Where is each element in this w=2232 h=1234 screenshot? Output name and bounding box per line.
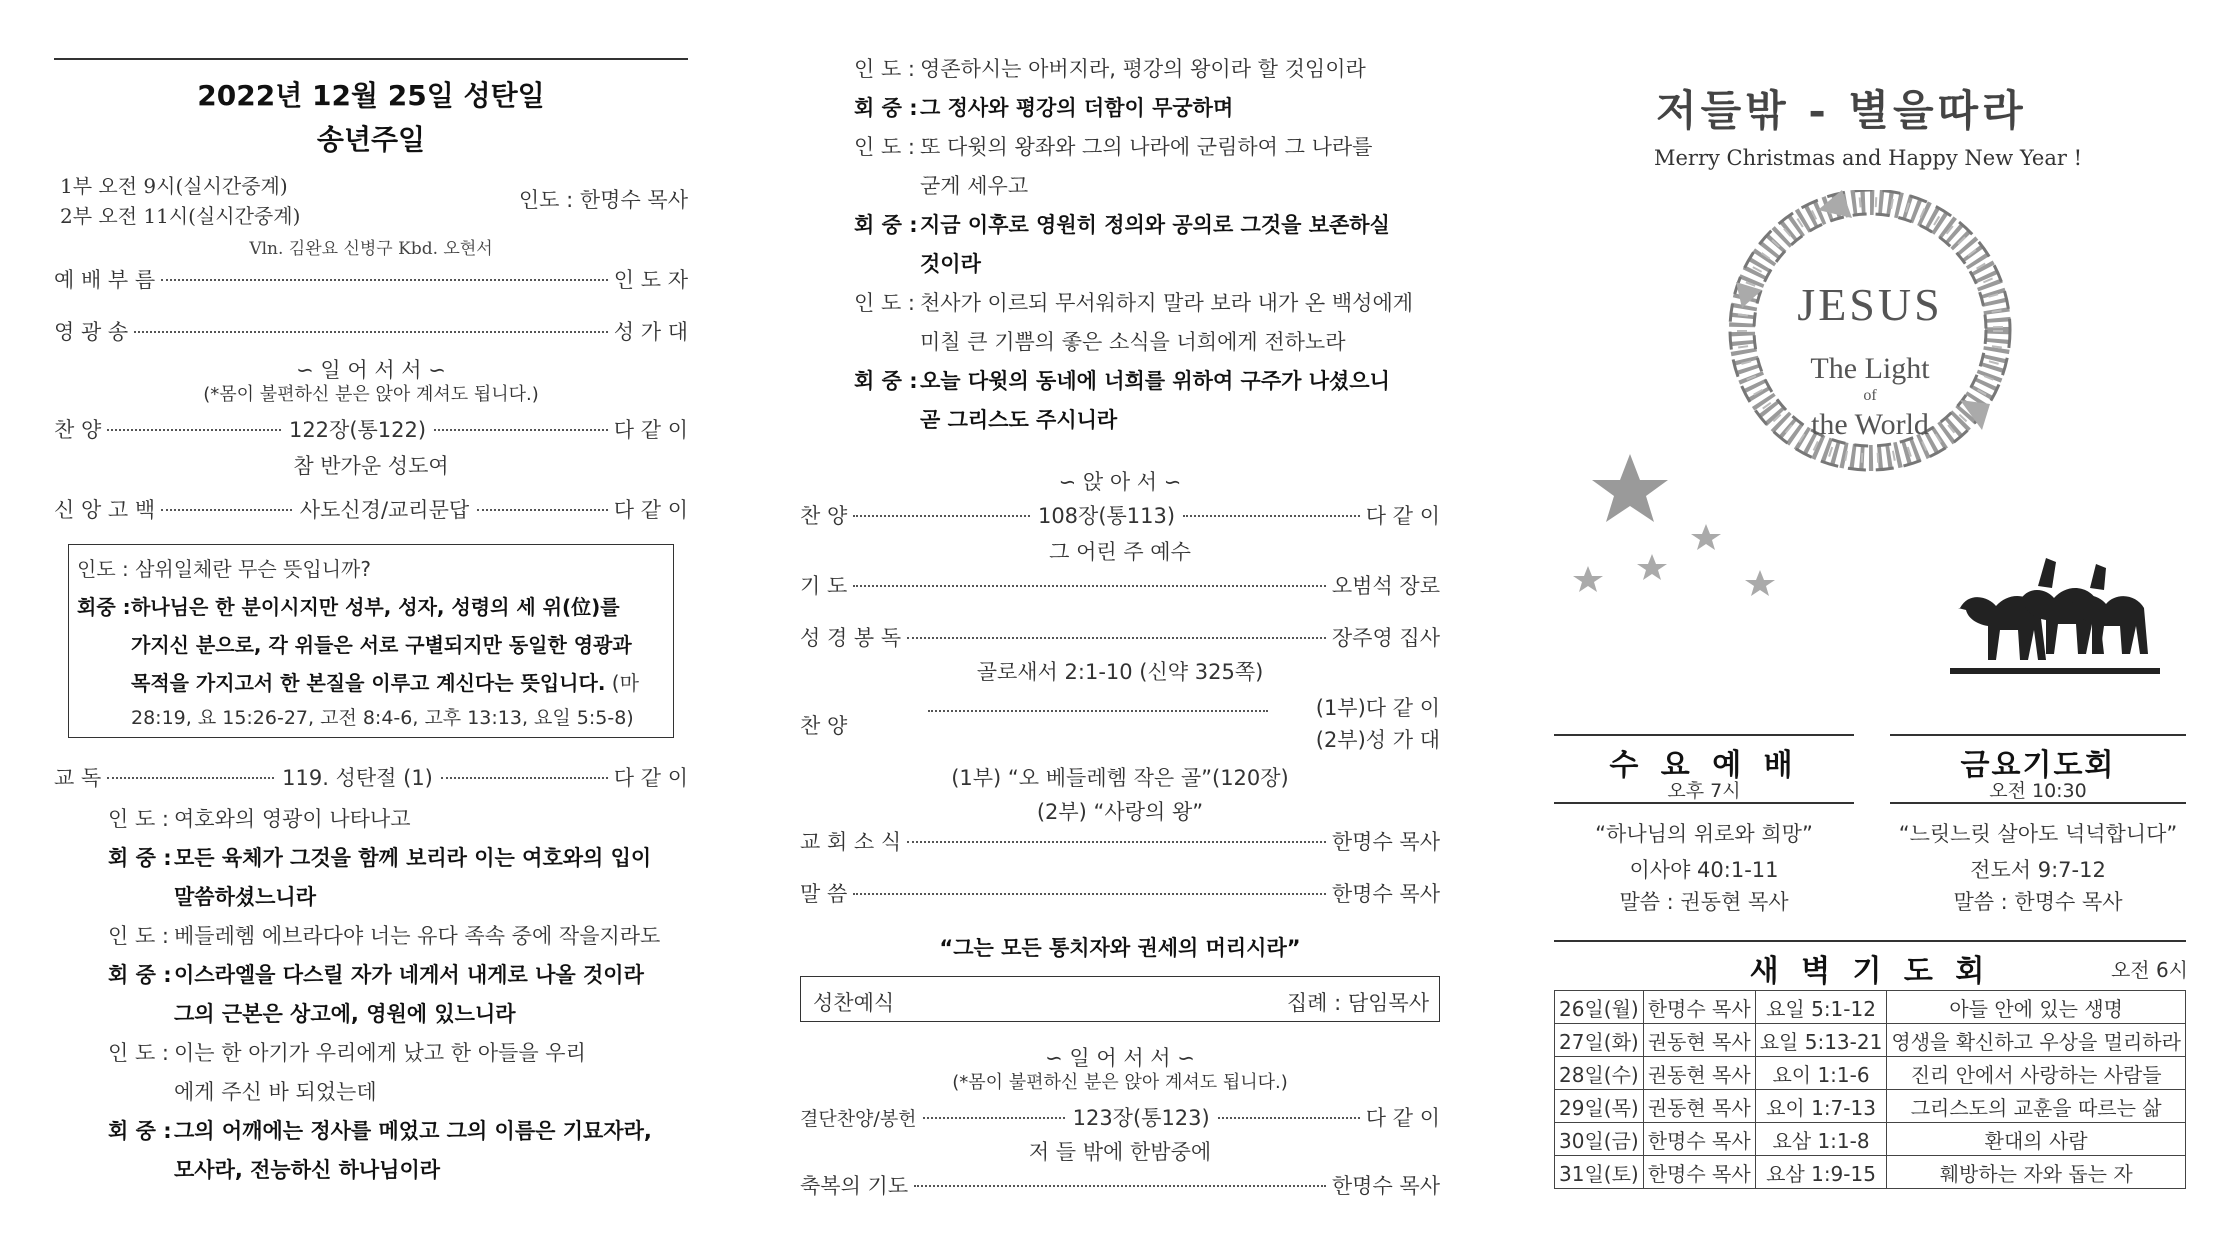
schedule-scripture: 요삼 1:1-8 [1755,1123,1887,1156]
order-benediction [800,1170,1440,1200]
hymn-number: 122장(통122) [288,418,427,442]
congregation-line [108,839,651,878]
congregation-line [108,1112,652,1151]
reading-text: 오늘 다윗의 동네에 너희를 위하여 구주가 나셨으니 [920,369,1390,393]
speaker-label: 인 도 : [854,135,915,159]
wednesday-sermon-title: “하나님의 위로와 희망” [1595,822,1813,846]
speaker-label: 인 도 : [854,57,915,81]
order-responsive-reading [54,762,688,792]
congregation-line [108,1151,440,1190]
anthem-leader-1: (1부)다 같 이 [1315,696,1440,720]
leader-line [854,128,1372,167]
congregation-line [854,401,1117,440]
hymn-number: 123장(통123) [1072,1106,1210,1130]
catechism-question: 인도 : 삼위일체란 무슨 뜻입니까? [77,557,371,581]
hymn-title: 그 어린 주 예수 [1049,540,1191,564]
reading-text: 굳게 세우고 [920,174,1029,198]
dawn-prayer-title: 새 벽 기 도 회 [1749,954,1991,989]
leader-line [854,323,1345,362]
stand-up-note: (*몸이 불편하신 분은 앉아 계셔도 됩니다.) [952,1072,1288,1093]
schedule-theme: 그리스도의 교훈을 따르는 삶 [1887,1090,2186,1123]
reading-text: 그의 근본은 상고에, 영원에 있느니라 [174,1002,516,1026]
christmas-wreath-illustration [1550,190,2190,680]
wed-bottom-rule [1554,802,1854,804]
order-sermon [800,878,1440,908]
stand-up-cue: ∽ 일 어 서 서 ∽ [296,358,446,382]
reading-text: 말씀하셨느니라 [174,885,317,909]
order-leader: 한명수 목사 [1331,1174,1440,1198]
schedule-theme: 아들 안에 있는 생명 [1887,991,2186,1024]
speaker-label: 회 중 : [854,213,918,237]
leader-line [854,50,1366,89]
table-row [1555,991,2186,1024]
schedule-scripture: 요일 5:13-21 [1755,1024,1887,1057]
speaker-label: 회 중 : [108,846,172,870]
wednesday-preacher: 말씀 : 권동현 목사 [1619,890,1789,914]
service-time-2: 2부 오전 11시(실시간중계) [60,204,301,228]
reading-text: 영존하시는 아버지라, 평강의 왕이라 할 것임이라 [920,57,1366,81]
catechism-answer-line: 목적을 가지고서 한 본질을 이루고 계신다는 뜻입니다. [131,671,606,695]
worship-leader: 인도 : 한명수 목사 [518,188,688,212]
communion-label: 성찬예식 [813,991,895,1015]
order-label: 찬 양 [800,504,848,528]
schedule-scripture: 요삼 1:9-15 [1755,1156,1887,1189]
order-leader: 다 같 이 [613,498,689,522]
friday-scripture: 전도서 9:7-12 [1970,858,2106,882]
communion-box [800,976,1440,1022]
schedule-theme: 영생을 확신하고 우상을 멀리하라 [1887,1024,2186,1057]
communion-officiant: 집례 : 담임목사 [1286,991,1429,1015]
wreath-word-the-world: the World [1811,408,1929,441]
stand-up-note: (*몸이 불편하신 분은 앉아 계셔도 됩니다.) [203,384,539,405]
reading-text: 미칠 큰 기쁨의 좋은 소식을 너희에게 전하노라 [920,330,1346,354]
fri-top-rule [1890,734,2186,736]
schedule-date: 30일(금) [1555,1123,1644,1156]
table-row [1555,1057,2186,1090]
catechism-ref-start: (마 [611,671,639,695]
order-label: 신 앙 고 백 [54,498,156,522]
order-label: 결단찬양/봉헌 [800,1108,917,1130]
table-row [1555,1090,2186,1123]
order-call-to-worship [54,264,688,294]
schedule-preacher: 한명수 목사 [1643,1123,1755,1156]
dawn-prayer-time: 오전 6시 [2110,958,2188,982]
wednesday-scripture: 이사야 40:1-11 [1629,858,1779,882]
order-announcements [800,826,1440,856]
sermon-title: “그는 모든 통치자와 권세의 머리시라” [939,936,1301,960]
schedule-theme: 훼방하는 자와 돕는 자 [1887,1156,2186,1189]
reading-text: 이는 한 아기가 우리에게 났고 한 아들을 우리 [174,1041,586,1065]
stand-up-cue: ∽ 일 어 서 서 ∽ [1045,1046,1195,1070]
leader-line [108,917,660,956]
anthem-title-2: (2부) “사랑의 왕” [1036,800,1204,824]
speaker-label: 회 중 : [108,963,172,987]
wreath-word-jesus: JESUS [1797,279,1943,330]
order-label: 성 경 봉 독 [800,626,902,650]
catechism-answer-line: 가지신 분으로, 각 위들은 서로 구별되지만 동일한 영광과 [131,633,632,657]
order-label: 교 회 소 식 [800,830,902,854]
reading-text: 베들레헴 에브라다야 너는 유다 족속 중에 작을지라도 [174,924,661,948]
hymn-number: 108장(통113) [1037,504,1176,528]
order-leader: 다 같 이 [1365,1106,1440,1130]
reading-text: 에게 주신 바 되었는데 [174,1080,377,1104]
order-label: 축복의 기도 [800,1174,909,1198]
hymn-title: 참 반가운 성도여 [293,454,449,478]
musicians: Vln. 김완요 신병구 Kbd. 오현서 [249,239,493,259]
order-leader: 장주영 집사 [1331,626,1440,650]
catechism-answer-label: 회중 : [77,595,131,619]
reading-text: 모든 육체가 그것을 함께 보리라 이는 여호와의 입이 [174,846,652,870]
congregation-line [854,245,981,284]
catechism-reference: 28:19, 요 15:26-27, 고전 8:4-6, 고후 13:13, 요일 5:5-8) [131,707,634,729]
fri-bottom-rule [1890,802,2186,804]
dawn-top-rule [1554,940,2186,942]
reading-text: 것이라 [920,252,981,276]
schedule-preacher: 권동현 목사 [1643,1090,1755,1123]
order-leader: 오범석 장로 [1331,574,1440,598]
scripture-reference: 골로새서 2:1-10 (신약 325쪽) [976,660,1264,684]
banner-subtitle: Merry Christmas and Happy New Year ! [1654,146,2083,170]
speaker-label: 인 도 : [108,1041,169,1065]
congregation-line [108,995,516,1034]
reading-text: 이스라엘을 다스릴 자가 네게서 내게로 나올 것이라 [174,963,644,987]
anthem-label: 찬 양 [800,714,848,738]
order-prayer [800,570,1440,600]
speaker-label: 인 도 : [854,291,915,315]
schedule-scripture: 요일 5:1-12 [1755,991,1887,1024]
schedule-date: 26일(월) [1555,991,1644,1024]
order-leader: 한명수 목사 [1331,882,1440,906]
order-gloria [54,316,688,346]
wednesday-service-time: 오후 7시 [1667,780,1741,802]
reading-text: 천사가 이르되 무서워하지 말라 보라 내가 온 백성에게 [920,291,1414,315]
wednesday-service-title: 수 요 예 배 [1609,748,1799,783]
schedule-scripture: 요이 1:7-13 [1755,1090,1887,1123]
service-time-1: 1부 오전 9시(실시간중계) [60,174,288,198]
speaker-label: 회 중 : [854,369,918,393]
leader-line [108,1073,377,1112]
order-label: 교 독 [54,766,102,790]
friday-prayer-time: 오전 10:30 [1989,780,2087,802]
reading-text: 곧 그리스도 주시니라 [920,408,1118,432]
page-subtitle: 송년주일 [316,123,426,156]
speaker-label: 인 도 : [108,924,169,948]
order-label: 찬 양 [54,418,102,442]
congregation-line [854,206,1390,245]
top-rule [54,58,688,60]
order-label: 예 배 부 름 [54,268,156,292]
congregation-line [108,878,316,917]
congregation-line [854,89,1233,128]
speaker-label: 인 도 : [108,807,169,831]
anthem-dots [928,710,1268,712]
order-label: 말 씀 [800,882,848,906]
order-leader: 다 같 이 [613,766,688,790]
table-row [1555,1024,2186,1057]
schedule-date: 29일(목) [1555,1090,1644,1123]
order-hymn [54,414,688,444]
table-row [1555,1123,2186,1156]
order-label: 기 도 [800,574,848,598]
leader-line [108,1034,586,1073]
order-scripture [800,622,1440,652]
reading-text: 그의 어깨에는 정사를 메었고 그의 이름은 기묘자라, [174,1119,652,1143]
congregation-line [854,362,1390,401]
friday-sermon-title: “느릿느릿 살아도 넉넉합니다” [1898,822,2178,846]
table-row [1555,1156,2186,1189]
hymn-title: 저 들 밖에 한밤중에 [1028,1140,1212,1164]
order-hymn-2 [800,500,1440,530]
creed-name: 사도신경/교리문답 [299,498,470,522]
schedule-preacher: 권동현 목사 [1643,1057,1755,1090]
reading-number: 119. 성탄절 (1) [282,766,433,790]
friday-prayer-title: 금요기도회 [1960,748,2116,783]
catechism-box [68,544,674,738]
reading-text: 지금 이후로 영원히 정의와 공의로 그것을 보존하실 [920,213,1390,237]
wreath-word-the-light: The Light [1810,352,1930,385]
dawn-prayer-schedule-table [1554,990,2186,1189]
order-leader: 다 같 이 [1365,504,1440,528]
page-title: 2022년 12월 25일 성탄일 [197,79,545,112]
anthem-title-1: (1부) “오 베들레헴 작은 골”(120장) [951,766,1289,790]
leader-line [854,284,1413,323]
schedule-theme: 환대의 사람 [1887,1123,2186,1156]
schedule-date: 28일(수) [1555,1057,1644,1090]
schedule-date: 31일(토) [1555,1156,1644,1189]
schedule-date: 27일(화) [1555,1024,1644,1057]
reading-text: 모사라, 전능하신 하나님이라 [174,1158,441,1182]
catechism-answer-line: 하나님은 한 분이시지만 성부, 성자, 성령의 세 위(位)를 [131,595,620,619]
order-leader: 성 가 대 [613,320,688,344]
schedule-theme: 진리 안에서 사랑하는 사람들 [1887,1057,2186,1090]
speaker-label: 회 중 : [108,1119,172,1143]
congregation-line [108,956,644,995]
schedule-preacher: 한명수 목사 [1643,991,1755,1024]
sit-down-cue: ∽ 앉 아 서 ∽ [1058,470,1182,494]
reading-text: 또 다윗의 왕좌와 그의 나라에 군림하여 그 나라를 [920,135,1373,159]
banner-title: 저들밖 - 별을따라 [1656,86,2027,135]
speaker-label: 회 중 : [854,96,918,120]
schedule-preacher: 권동현 목사 [1643,1024,1755,1057]
wed-top-rule [1554,734,1854,736]
schedule-preacher: 한명수 목사 [1643,1156,1755,1189]
camels-silhouette-icon [1950,558,2160,674]
leader-line [108,800,411,839]
leader-line [854,167,1028,206]
order-leader: 다 같 이 [613,418,688,442]
reading-text: 그 정사와 평강의 더함이 무궁하며 [920,96,1234,120]
order-offering [800,1102,1440,1132]
wreath-word-of: of [1863,387,1877,404]
order-creed [54,494,688,524]
anthem-leader-2: (2부)성 가 대 [1315,728,1440,752]
friday-preacher: 말씀 : 한명수 목사 [1953,890,2123,914]
order-leader: 인 도 자 [613,268,688,292]
reading-text: 여호와의 영광이 나타나고 [174,807,411,831]
star-icon [1573,454,1775,596]
order-leader: 한명수 목사 [1331,830,1440,854]
schedule-scripture: 요이 1:1-6 [1755,1057,1887,1090]
order-label: 영 광 송 [54,320,129,344]
